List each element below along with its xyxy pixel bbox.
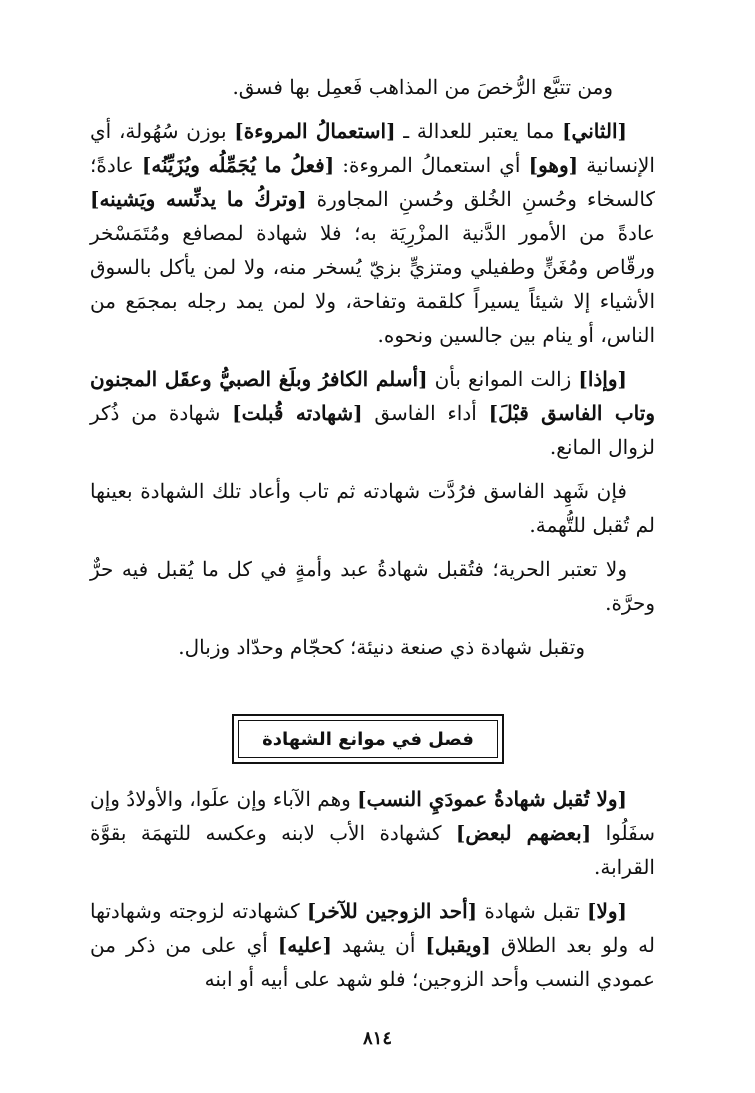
bold-text-segment: [ولا تُقبل شهادةُ عمودَيِ النسب]	[357, 787, 628, 811]
text-segment: أي استعمالُ المروءة:	[334, 153, 529, 177]
text-segment: عادةً؛ كالسخاء وحُسنِ الخُلق وحُسنِ المجاورة	[90, 153, 656, 211]
bold-text-segment: [وهو]	[528, 153, 579, 177]
text-segment: أداء الفاسق	[362, 401, 489, 425]
text-segment: ومن تتبَّع الرُّخصَ من المذاهب فَعمِل بها فسق.	[232, 75, 613, 99]
text-segment: ولا تعتبر الحرية؛ فتُقبل شهادةُ عبد وأمةٍ في كل ما يُقبل فيه حرٌّ وحرَّة.	[90, 557, 655, 615]
bold-text-segment: [ويقبل]	[425, 933, 491, 957]
section-heading-title: فصل في موانع الشهادة	[238, 720, 498, 758]
paragraph-5	[90, 552, 655, 620]
bold-text-segment: [الثاني]	[562, 119, 628, 143]
paragraph-3	[90, 362, 655, 464]
bold-text-segment: [استعمالُ المروءة]	[234, 119, 396, 143]
paragraph-1	[90, 70, 655, 104]
paragraph-4	[90, 474, 655, 542]
text-segment: وهم الآباء وإن علَوا، والأولادُ وإن سفَلُوا	[90, 787, 655, 845]
bold-text-segment: [أحد الزوجين للآخر]	[306, 899, 478, 923]
bold-text-segment: [وإذا]	[578, 367, 627, 391]
text-segment: أن يشهد	[332, 933, 426, 957]
bold-text-segment: [شهادته قُبلت]	[232, 401, 363, 425]
text-segment: وتقبل شهادة ذي صنعة دنيئة؛ كحجّام وحدّاد وزبال.	[178, 635, 585, 659]
text-segment: تقبل شهادة	[477, 899, 587, 923]
text-segment: مما يعتبر للعدالة ـ	[395, 119, 563, 143]
text-segment: زالت الموانع بأن	[427, 367, 579, 391]
text-segment: كشهادته لزوجته وشهادتها له ولو بعد الطلاق	[90, 899, 655, 957]
page-number: ٨١٤	[362, 1028, 392, 1049]
text-segment: عادةً من الأمور الدَّنية المزْرِيَة به؛ فلا شهادة لمصافع ومُتَمَسْخر ورقّاص ومُغَنٍّ وطفيلي ومتزيٍّ بزيّ يُسخر منه، ولا لمن يأكل بالسوق الأشياء إلا شيئاً يسيراً كلقمة وتفاحة، ولا لمن يمد رجله بمجمَع من الناس، أو ينام بين جالسين ونحوه.	[90, 221, 655, 347]
bold-text-segment: [بعضهم لبعض]	[455, 821, 592, 845]
body-text-bottom	[90, 782, 655, 1006]
body-text-top	[90, 70, 655, 674]
text-segment: بوزن سُهُولة، أي الإنسانية	[90, 119, 655, 177]
text-segment: كشهادة الأب لابنه وعكسه للتهمَة بقوَّة القرابة.	[90, 821, 655, 879]
paragraph-7	[90, 782, 655, 884]
bold-text-segment: [عليه]	[277, 933, 333, 957]
text-segment: فإن شَهِد الفاسق فرُدَّت شهادته ثم تاب وأعاد تلك الشهادة بعينها لم تُقبل للتُّهمة.	[90, 479, 655, 537]
text-segment: أي على من ذكر من عمودي النسب وأحد الزوجين؛ فلو شهد على أبيه أو ابنه	[90, 933, 655, 991]
paragraph-6	[90, 630, 655, 664]
bold-text-segment: [ولا]	[587, 899, 627, 923]
bold-text-segment: [فعلُ ما يُجَمِّلُه ويُزَيِّنُه]	[141, 153, 335, 177]
bold-text-segment: [وتركُ ما يدنِّسه ويَشينه]	[90, 187, 307, 211]
section-heading-frame	[232, 714, 504, 764]
paragraph-2	[90, 114, 655, 352]
text-segment: شهادة من ذُكر لزوال المانع.	[90, 401, 655, 459]
paragraph-8	[90, 894, 655, 996]
bold-text-segment: [أسلم الكافرُ وبلَغ الصبيُّ وعقَل المجنون وتاب الفاسق قبْلَ]	[90, 367, 656, 425]
